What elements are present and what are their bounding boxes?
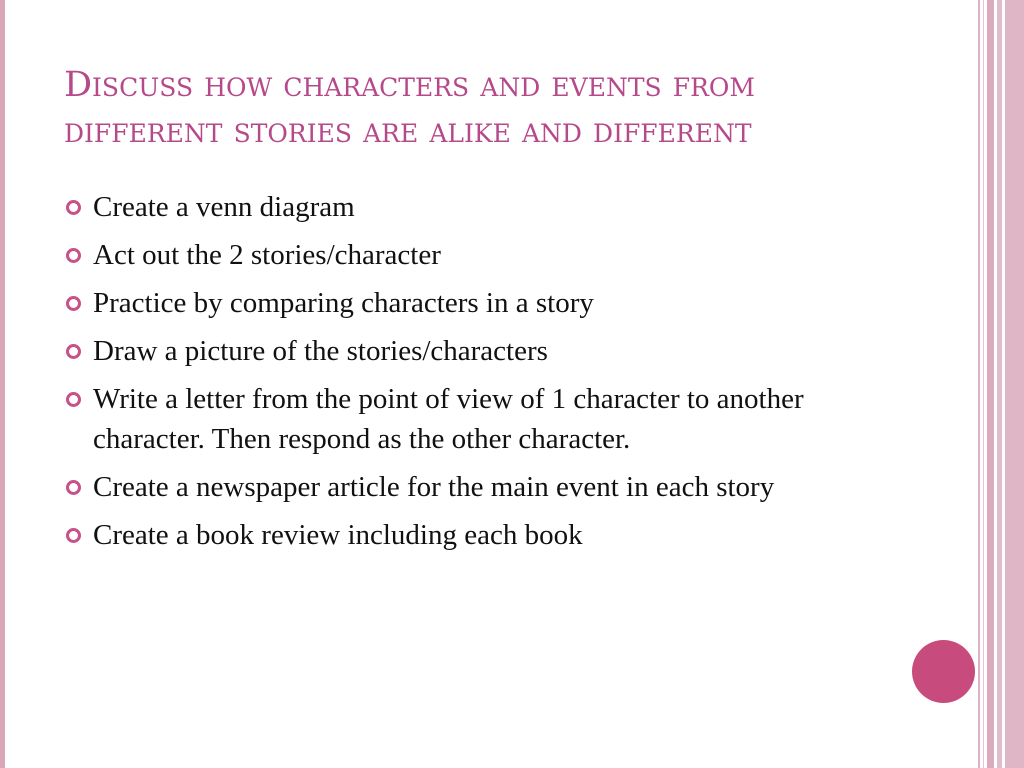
- slide-title-line-1: Discuss how characters and events from: [64, 65, 756, 105]
- stripe: [997, 0, 1002, 768]
- ring-bullet-icon: [66, 248, 81, 263]
- bullet-item: [64, 515, 874, 555]
- ring-bullet-icon: [66, 480, 81, 495]
- ring-bullet-icon: [66, 392, 81, 407]
- decorative-circle: [912, 640, 975, 703]
- slide-title: [64, 62, 944, 154]
- bullet-text: Draw a picture of the stories/characters: [93, 335, 548, 367]
- ring-bullet-icon: [66, 200, 81, 215]
- bullet-item: [64, 379, 874, 459]
- bullet-text: Write a letter from the point of view of 1 character to another character. Then respond as the other character.: [93, 383, 804, 455]
- stripe: [987, 0, 994, 768]
- ring-bullet-icon: [66, 528, 81, 543]
- bullet-text: Create a book review including each book: [93, 519, 583, 551]
- ring-bullet-icon: [66, 296, 81, 311]
- slide-title-line-2: different stories are alike and different: [64, 111, 752, 151]
- bullet-item: [64, 283, 874, 323]
- stripe: [983, 0, 984, 768]
- ring-bullet-icon: [66, 344, 81, 359]
- stripe: [978, 0, 980, 768]
- bullet-text: Create a newspaper article for the main event in each story: [93, 471, 775, 503]
- bullet-text: Act out the 2 stories/character: [93, 239, 441, 271]
- stripe: [1005, 0, 1024, 768]
- bullet-text: Practice by comparing characters in a story: [93, 287, 594, 319]
- left-border-decoration: [0, 0, 5, 768]
- bullet-item: [64, 187, 874, 227]
- bullet-text: Create a venn diagram: [93, 191, 355, 223]
- right-border-stripes: [978, 0, 1024, 768]
- bullet-item: [64, 331, 874, 371]
- bullet-item: [64, 235, 874, 275]
- bullet-item: [64, 467, 874, 507]
- bullet-list: [64, 187, 874, 563]
